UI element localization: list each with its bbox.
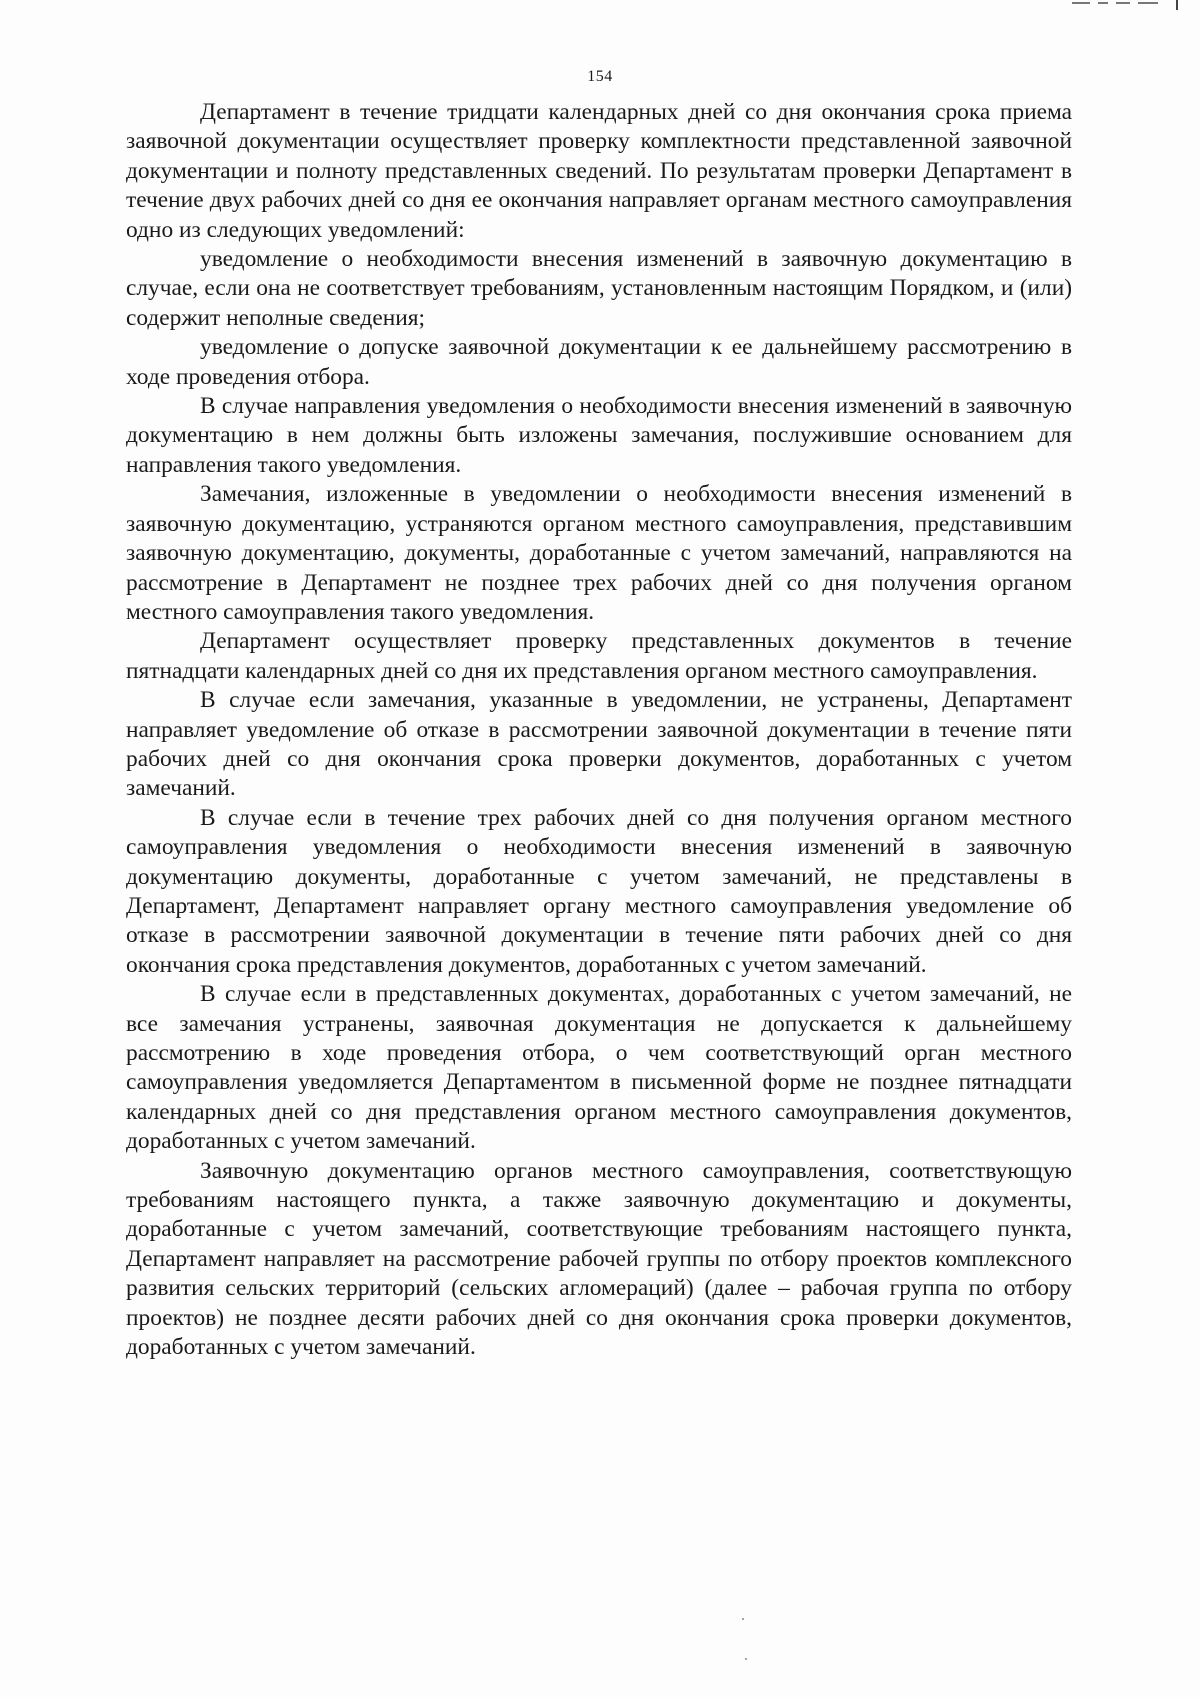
document-body — [126, 98, 1072, 1362]
scan-mark-tick — [1176, 0, 1178, 10]
paragraph: В случае направления уведомления о необходимости внесения изменений в заявочную документацию в нем должны быть изложены замечания, послужившие основанием для направления такого уведомления. — [126, 393, 1072, 478]
scan-mark-dash — [1116, 2, 1130, 4]
scan-speck — [745, 1658, 747, 1660]
paragraph: Департамент осуществляет проверку представленных документов в течение пятнадцати календарных дней со дня их представления органом местного самоуправления. — [126, 628, 1072, 684]
paragraph: Департамент в течение тридцати календарных дней со дня окончания срока приема заявочной документации осуществляет проверку комплектности представленной заявочной документации и полноту представленных сведений. По результатам проверки Департамент в течение двух рабочих дней со дня ее окончания направляет органам местного самоуправления одно из следующих уведомлений: — [126, 99, 1072, 243]
paragraph: Заявочную документацию органов местного самоуправления, соответствующую требованиям настоящего пункта, а также заявочную документацию и документы, доработанные с учетом замечаний, соответствующие требованиям настоящего пункта, Департамент направляет на рассмотрение рабочей группы по отбору проектов комплексного развития сельских территорий (сельских агломераций) (далее – рабочая группа по отбору проектов) не позднее десяти рабочих дней со дня окончания срока проверки документов, доработанных с учетом замечаний. — [126, 1157, 1072, 1361]
scan-corner-mark — [1062, 0, 1192, 12]
scan-mark-dash — [1098, 2, 1108, 4]
paragraph: В случае если замечания, указанные в уведомлении, не устранены, Департамент направляет уведомление об отказе в рассмотрении заявочной документации в течение пяти рабочих дней со дня окончания срока проверки документов, доработанных с учетом замечаний. — [126, 687, 1072, 802]
paragraph: В случае если в течение трех рабочих дней со дня получения органом местного самоуправления уведомления о необходимости внесения изменений в заявочную документацию документы, доработанные с учетом замечаний, не представлены в Департамент, Департамент направляет органу местного самоуправления уведомление об отказе в рассмотрении заявочной документации в течение пяти рабочих дней со дня окончания срока представления документов, доработанных с учетом замечаний. — [126, 804, 1072, 978]
paragraph: Замечания, изложенные в уведомлении о необходимости внесения изменений в заявочную документацию, устраняются органом местного самоуправления, представившим заявочную документацию, документы, доработанные с учетом замечаний, направляются на рассмотрение в Департамент не позднее трех рабочих дней со дня получения органом местного самоуправления такого уведомления. — [126, 481, 1072, 625]
page-number: 154 — [587, 68, 613, 85]
paragraph: уведомление о необходимости внесения изменений в заявочную документацию в случае, если она не соответствует требованиям, установленным настоящим Порядком, и (или) содержит неполные сведения; — [126, 246, 1072, 331]
scan-mark-dash — [1138, 2, 1158, 4]
scan-mark-dash — [1072, 2, 1090, 4]
paragraph: В случае если в представленных документах, доработанных с учетом замечаний, не все замечания устранены, заявочная документация не допускается к дальнейшему рассмотрению в ходе проведения отбора, о чем соответствующий орган местного самоуправления уведомляется Департаментом в письменной форме не позднее пятнадцати календарных дней со дня представления органом местного самоуправления документов, доработанных с учетом замечаний. — [126, 981, 1072, 1155]
scan-speck — [742, 1618, 744, 1620]
paragraph: уведомление о допуске заявочной документации к ее дальнейшему рассмотрению в ходе проведения отбора. — [126, 334, 1072, 390]
